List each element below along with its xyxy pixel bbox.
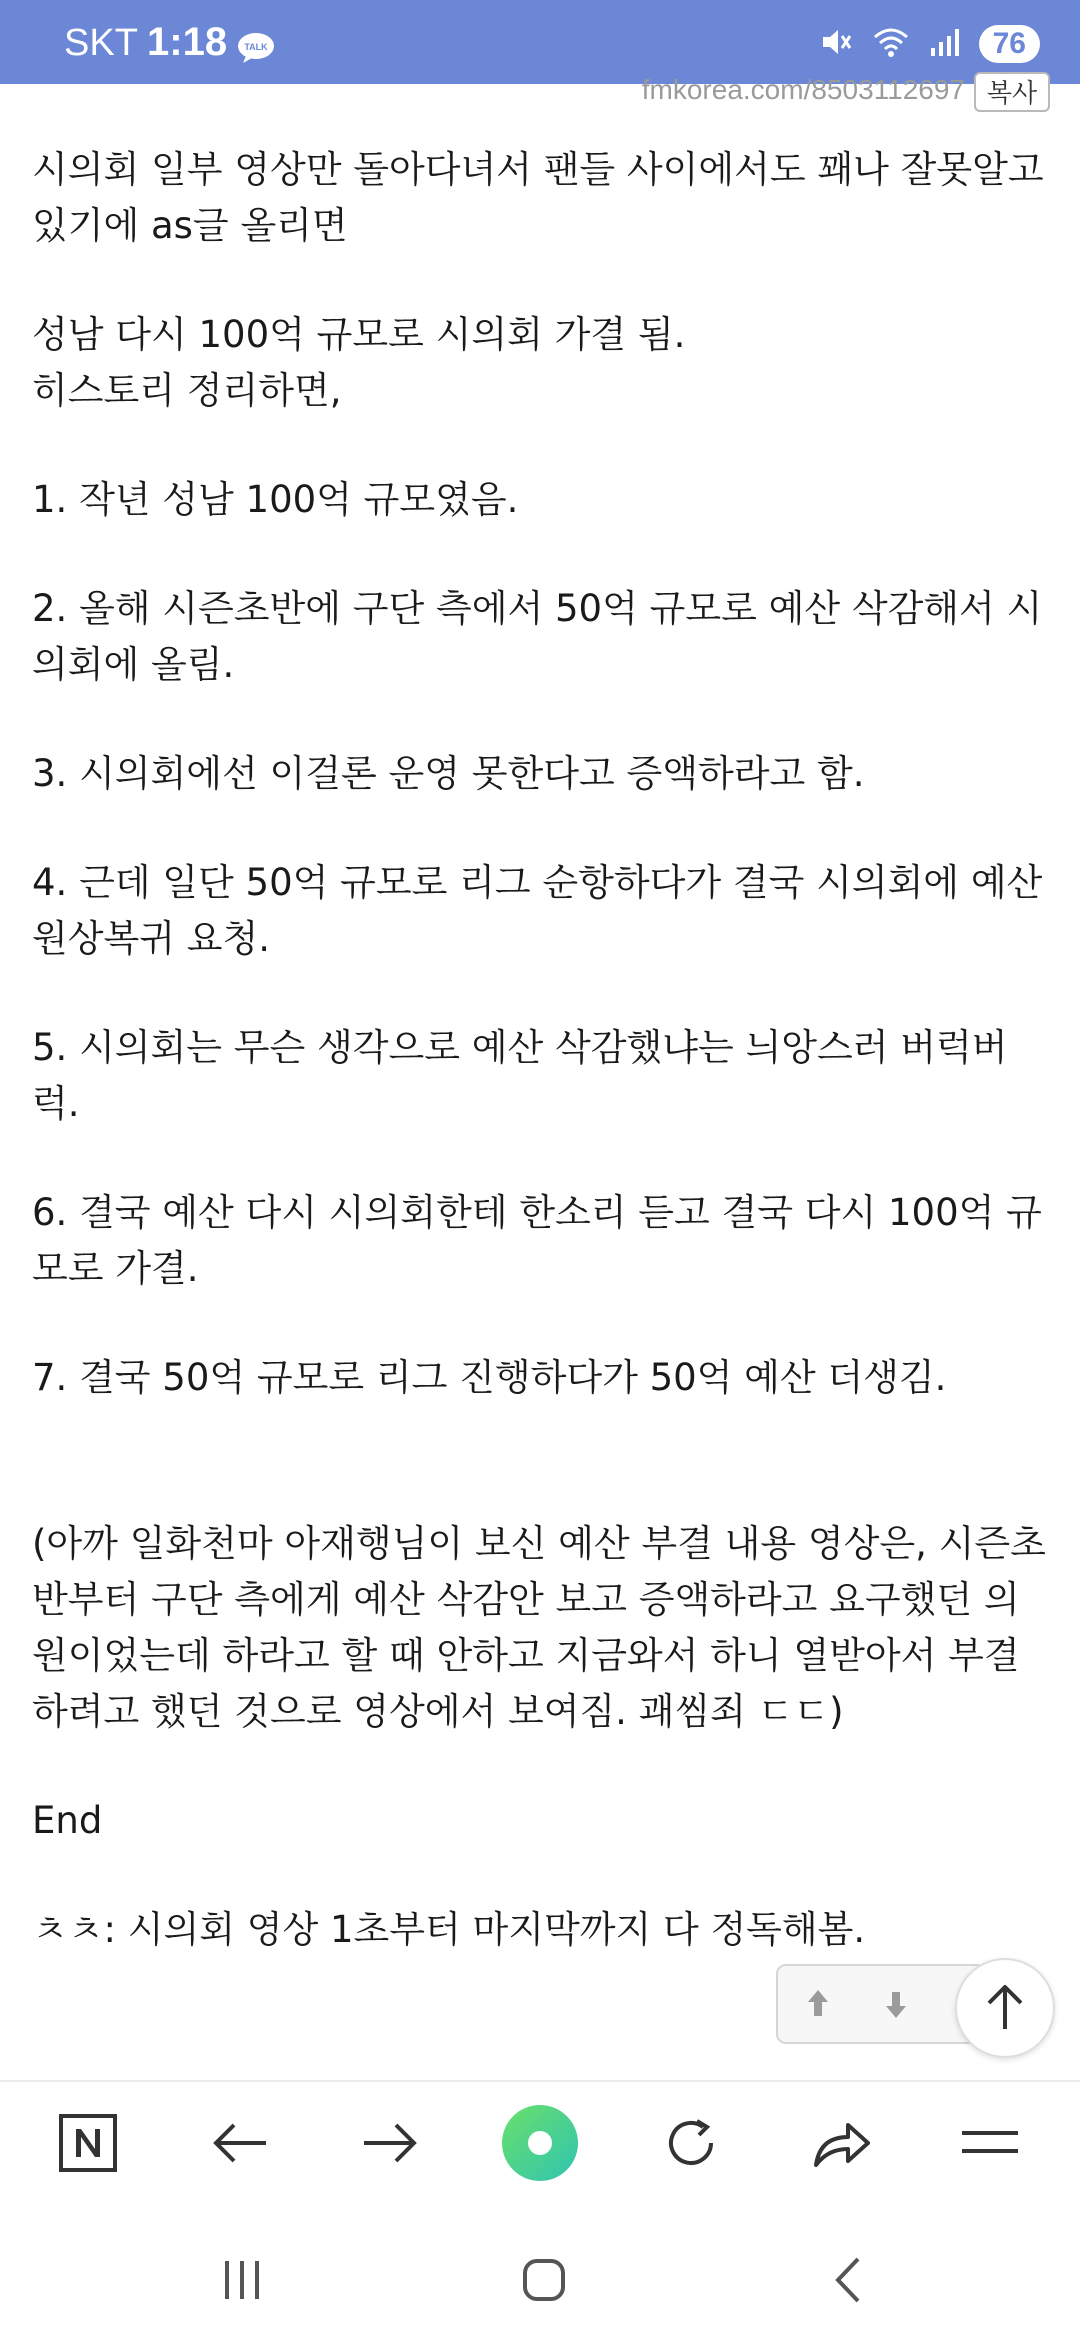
article-paragraph: 3. 시의회에선 이걸론 운영 못한다고 증액하라고 함. <box>32 752 865 795</box>
naver-icon[interactable] <box>53 2108 123 2178</box>
article-paragraph: End <box>32 1799 103 1842</box>
mute-icon <box>819 25 853 63</box>
article-paragraph: 4. 근데 일단 50억 규모로 리그 순항하다가 결국 시의회에 예산 원상복귀 요청. <box>32 861 1055 960</box>
article-body <box>32 142 1056 1958</box>
article-paragraph: 성남 다시 100억 규모로 시의회 가결 됨. 히스토리 정리하면, <box>32 313 686 412</box>
recents-icon[interactable] <box>212 2255 272 2305</box>
status-bar <box>0 0 1080 84</box>
talk-icon <box>236 32 276 64</box>
article-paragraph: (아까 일화천마 아재행님이 보신 예산 부결 내용 영상은, 시즌초반부터 구단 측에게 예산 삭감안 보고 증액하라고 요구했던 의원이었는데 하라고 할 때 안하고 지금와서 하니 열받아서 부결하려고 했던 것으로 영상에서 보여짐. 괘씸죄 ㄷㄷ) <box>32 1522 1046 1733</box>
refresh-icon[interactable] <box>656 2108 726 2178</box>
back-icon[interactable] <box>818 2255 878 2305</box>
scroll-to-top-button[interactable] <box>955 1958 1055 2058</box>
article-paragraph: 2. 올해 시즌초반에 구단 측에서 50억 규모로 예산 삭감해서 시의회에 올림. <box>32 587 1043 686</box>
carrier-name: SKT <box>64 22 138 64</box>
article-paragraph: 1. 작년 성남 100억 규모였음. <box>32 478 519 521</box>
article-paragraph: 시의회 일부 영상만 돌아다녀서 팬들 사이에서도 꽤나 잘못알고 있기에 as글 올리면 <box>32 148 1056 247</box>
scroll-up-arrow-icon[interactable] <box>802 1986 834 2022</box>
source-url: fmkorea.com/8503112697 <box>641 74 965 105</box>
copy-button[interactable]: 복사 <box>974 72 1050 112</box>
status-time: 1:18 <box>147 20 228 64</box>
forward-arrow-icon[interactable] <box>355 2108 425 2178</box>
menu-icon[interactable] <box>955 2108 1025 2178</box>
wifi-icon <box>871 25 911 63</box>
battery-level: 76 <box>979 25 1040 63</box>
back-arrow-icon[interactable] <box>205 2108 275 2178</box>
green-dot-icon[interactable] <box>500 2103 580 2183</box>
signal-icon <box>929 26 961 62</box>
article-paragraph: ㅊㅊ: 시의회 영상 1초부터 마지막까지 다 정독해봄. <box>32 1908 866 1951</box>
article-paragraph: 6. 결국 예산 다시 시의회한테 한소리 듣고 결국 다시 100억 규모로 가결. <box>32 1191 1042 1290</box>
article-paragraph: 7. 결국 50억 규모로 리그 진행하다가 50억 예산 더생김. <box>32 1356 947 1399</box>
scroll-down-arrow-icon[interactable] <box>880 1986 912 2022</box>
arrow-up-icon <box>983 1983 1027 2033</box>
home-icon[interactable] <box>514 2255 574 2305</box>
svg-text:TALK: TALK <box>244 42 268 52</box>
article-paragraph: 5. 시의회는 무슨 생각으로 예산 삭감했냐는 늬앙스러 버럭버럭. <box>32 1026 1008 1125</box>
share-icon[interactable] <box>807 2108 877 2178</box>
